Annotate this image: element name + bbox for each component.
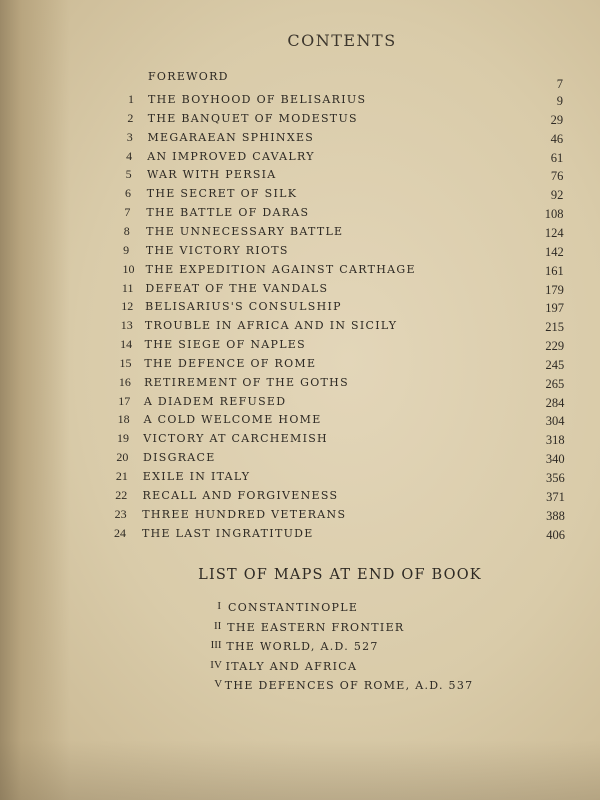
toc-row xyxy=(0,186,600,204)
toc-row xyxy=(0,243,600,261)
toc-chapter-number: 3 xyxy=(126,129,133,144)
toc-entry-label: DEFEAT OF THE VANDALS xyxy=(145,281,329,295)
toc-page-number: 356 xyxy=(545,471,565,485)
toc-chapter-number: 15 xyxy=(119,355,132,370)
map-roman-numeral: I xyxy=(217,600,221,612)
toc-row xyxy=(0,412,600,430)
toc-entry-label: DISGRACE xyxy=(143,451,216,465)
toc-entry-label: MEGARAEAN SPHINXES xyxy=(147,130,315,144)
toc-page-number: 229 xyxy=(545,339,565,354)
map-label: THE EASTERN FRONTIER xyxy=(227,620,405,634)
toc-row xyxy=(0,92,600,110)
toc-entry-label: EXILE IN ITALY xyxy=(142,470,251,483)
toc-page-number: 61 xyxy=(550,150,564,165)
toc-page-number: 215 xyxy=(545,320,565,335)
toc-page-number: 318 xyxy=(545,433,565,448)
toc-page-number: 29 xyxy=(550,112,564,127)
toc-page-number: 265 xyxy=(545,376,565,391)
toc-row xyxy=(0,111,600,129)
map-roman-numeral: II xyxy=(213,619,222,632)
toc-chapter-number: 13 xyxy=(120,318,133,333)
toc-chapter-number: 1 xyxy=(128,92,134,106)
toc-entry-label: THE SECRET OF SILK xyxy=(146,187,298,201)
toc-page-number: 245 xyxy=(545,357,565,372)
toc-entry-label: WAR WITH PERSIA xyxy=(146,168,277,182)
toc-entry-label: THE VICTORY RIOTS xyxy=(145,243,289,257)
toc-row xyxy=(0,507,600,525)
map-label: ITALY AND AFRICA xyxy=(225,659,358,673)
toc-row xyxy=(0,224,600,242)
toc-page-number: 284 xyxy=(545,395,565,410)
toc-row xyxy=(0,149,600,167)
toc-chapter-number: 24 xyxy=(114,525,126,540)
toc-entry-label: RECALL AND FORGIVENESS xyxy=(142,488,339,502)
toc-chapter-number: 2 xyxy=(127,110,134,125)
toc-entry-label: THE UNNECESSARY BATTLE xyxy=(146,224,344,238)
toc-chapter-number: 12 xyxy=(121,299,134,314)
toc-entry-label: FOREWORD xyxy=(148,70,229,83)
toc-chapter-number: 10 xyxy=(122,261,135,276)
toc-chapter-number: 6 xyxy=(124,186,131,201)
map-list-item xyxy=(0,600,600,618)
toc-row xyxy=(0,356,600,374)
toc-page-number: 46 xyxy=(550,131,564,146)
toc-chapter-number: 19 xyxy=(117,431,130,446)
toc-page-number: 142 xyxy=(544,244,564,259)
toc-row xyxy=(0,130,600,148)
map-label: CONSTANTINOPLE xyxy=(228,601,359,614)
toc-entry-label: THE SIEGE OF NAPLES xyxy=(144,338,306,352)
toc-entry-label: THE BOYHOOD OF BELISARIUS xyxy=(148,93,367,106)
toc-chapter-number: 9 xyxy=(123,242,130,257)
toc-entry-label: THE BATTLE OF DARAS xyxy=(146,206,310,220)
toc-page-number: 124 xyxy=(544,225,564,240)
toc-row xyxy=(0,394,600,412)
toc-chapter-number: 18 xyxy=(117,412,130,427)
toc-chapter-number: 4 xyxy=(126,148,133,163)
toc-entry-label: TROUBLE IN AFRICA AND IN SICILY xyxy=(144,319,398,333)
toc-entry-label: RETIREMENT OF THE GOTHS xyxy=(144,375,349,389)
toc-chapter-number: 17 xyxy=(118,393,131,408)
toc-entry-label: THE BANQUET OF MODESTUS xyxy=(147,111,358,125)
toc-row-foreword xyxy=(0,70,600,91)
toc-page-number: 371 xyxy=(546,489,565,504)
toc-chapter-number: 23 xyxy=(114,506,127,521)
toc-page-number: 388 xyxy=(546,508,565,523)
toc-page-number: 304 xyxy=(545,414,565,429)
toc-page-number: 161 xyxy=(545,263,564,278)
map-list-item xyxy=(0,659,600,677)
toc-row xyxy=(0,431,600,449)
toc-row xyxy=(0,167,600,185)
toc-entry-label: VICTORY AT CARCHEMISH xyxy=(143,432,328,446)
toc-chapter-number: 20 xyxy=(116,450,129,465)
toc-row xyxy=(0,205,600,223)
toc-row xyxy=(0,526,600,544)
map-roman-numeral: V xyxy=(214,678,223,690)
toc-entry-label: THE LAST INGRATITUDE xyxy=(142,526,314,540)
maps-heading: LIST OF MAPS AT END OF BOOK xyxy=(198,567,482,583)
map-roman-numeral: III xyxy=(210,639,222,651)
toc-entry-label: THE DEFENCE OF ROME xyxy=(144,356,317,370)
toc-entry-label: THREE HUNDRED VETERANS xyxy=(142,507,347,521)
toc-chapter-number: 21 xyxy=(115,469,128,483)
toc-page-number: 9 xyxy=(556,94,563,108)
map-label: THE WORLD, A.D. 527 xyxy=(226,640,379,653)
toc-row xyxy=(0,318,600,336)
toc-row xyxy=(0,450,600,468)
map-list-item xyxy=(0,639,600,657)
toc-page-number: 406 xyxy=(546,527,565,542)
toc-page-number: 76 xyxy=(550,169,564,184)
toc-entry-label: BELISARIUS'S CONSULSHIP xyxy=(145,300,342,314)
toc-entry-label: A DIADEM REFUSED xyxy=(143,394,287,408)
toc-row xyxy=(0,299,600,317)
toc-chapter-number: 8 xyxy=(123,223,130,238)
toc-chapter-number: 5 xyxy=(125,167,132,182)
toc-row xyxy=(0,469,600,487)
map-list-item xyxy=(0,678,600,696)
toc-page-number: 179 xyxy=(545,282,564,297)
toc-row xyxy=(0,337,600,355)
toc-page-number: 197 xyxy=(545,301,564,316)
toc-entry-label: AN IMPROVED CAVALRY xyxy=(147,149,315,163)
toc-page-number: 7 xyxy=(556,77,563,91)
toc-row xyxy=(0,281,600,299)
toc-chapter-number: 11 xyxy=(121,280,134,295)
contents-title: CONTENTS xyxy=(287,31,397,50)
toc-page-number: 340 xyxy=(545,452,565,467)
toc-page-number: 108 xyxy=(544,207,564,222)
toc-entry-label: THE EXPEDITION AGAINST CARTHAGE xyxy=(145,262,416,276)
toc-chapter-number: 22 xyxy=(115,487,128,502)
toc-row xyxy=(0,262,600,280)
toc-chapter-number: 7 xyxy=(124,205,131,220)
toc-row xyxy=(0,488,600,506)
toc-chapter-number: 14 xyxy=(120,337,133,352)
toc-entry-label: A COLD WELCOME HOME xyxy=(143,413,322,427)
page-bottom-shadow xyxy=(0,740,600,800)
map-list-item xyxy=(0,620,600,638)
toc-page-number: 92 xyxy=(550,188,564,203)
map-roman-numeral: IV xyxy=(210,658,222,671)
toc-chapter-number: 16 xyxy=(118,374,131,389)
toc-row xyxy=(0,375,600,393)
map-label: THE DEFENCES OF ROME, A.D. 537 xyxy=(224,679,474,692)
